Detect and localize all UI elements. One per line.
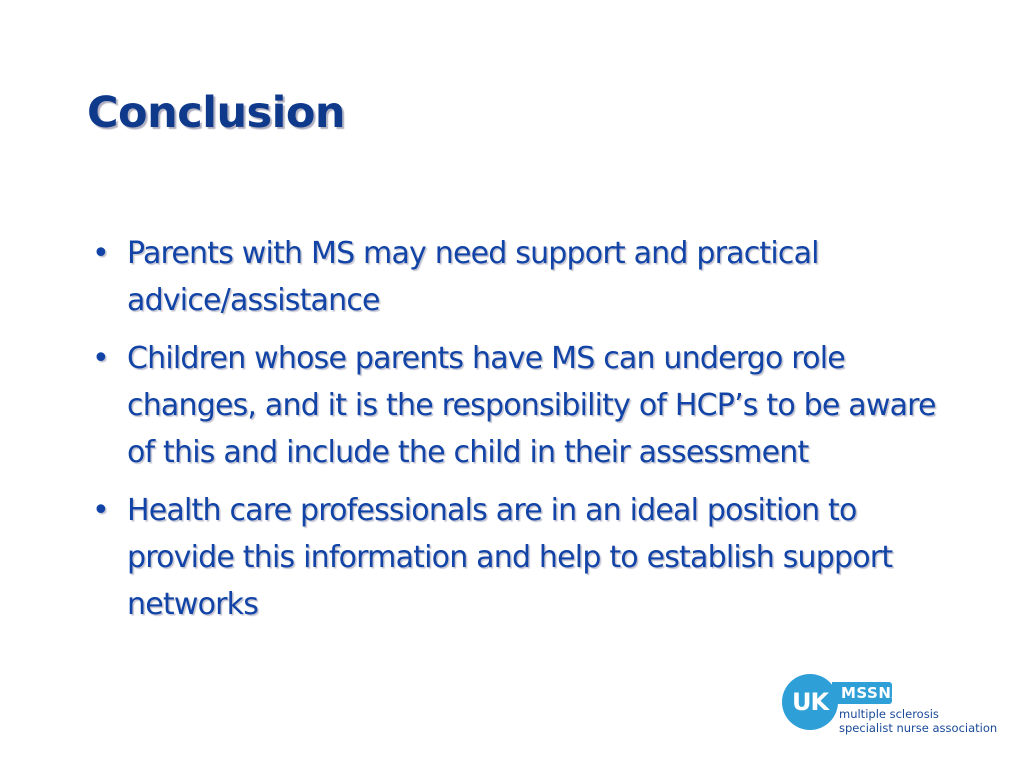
bullet-icon: •: [92, 236, 109, 271]
bullet-icon: •: [92, 341, 109, 376]
bullet-list: [92, 230, 952, 639]
bullet-text: Parents with MS may need support and practical advice/assistance: [127, 236, 819, 318]
bullet-text: Children whose parents have MS can undergo role changes, and it is the responsibility of HCP’s to be aware of this and include the child in their assessment: [127, 341, 936, 470]
slide-title: Conclusion: [87, 88, 346, 138]
logo-tagline-line2: specialist nurse association: [839, 721, 998, 735]
logo-circle: UK: [782, 674, 838, 730]
bullet-item: [92, 487, 952, 628]
bullet-icon: •: [92, 493, 109, 528]
logo-acronym: MSSNA: [841, 684, 904, 702]
bullet-item: [92, 230, 952, 324]
logo-tagline-line1: multiple sclerosis: [839, 707, 939, 721]
mssna-logo: [782, 672, 1002, 744]
bullet-item: [92, 335, 952, 476]
bullet-text: Health care professionals are in an ideal position to provide this information and help to establish support networks: [127, 493, 893, 622]
